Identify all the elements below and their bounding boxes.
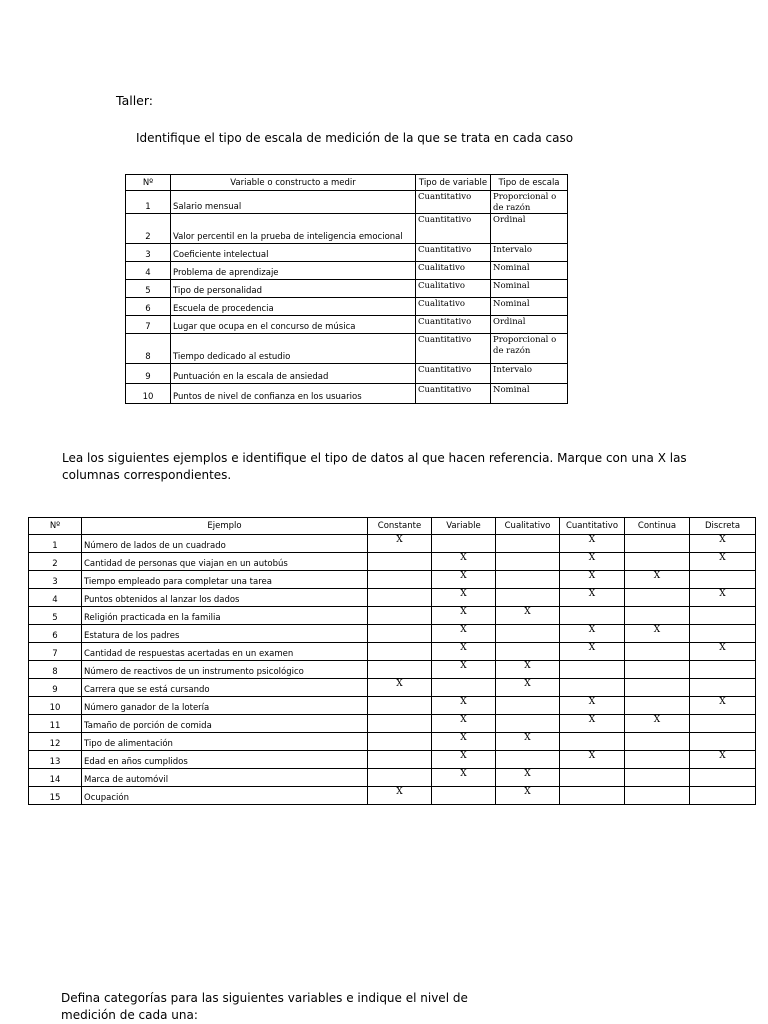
- variable-cell: Problema de aprendizaje: [171, 262, 416, 280]
- variable-type-cell: Cuantitativo: [416, 364, 491, 384]
- quantitative-mark: [560, 661, 625, 679]
- row-number: 7: [126, 316, 171, 334]
- row-number: 5: [126, 280, 171, 298]
- continuous-mark: [625, 733, 690, 751]
- data-type-row: [29, 679, 756, 697]
- scale-table-row: [126, 244, 568, 262]
- row-number: 8: [29, 661, 82, 679]
- example-cell: Tamaño de porción de comida: [82, 715, 368, 733]
- qualitative-mark: [496, 553, 560, 571]
- variable-cell: Lugar que ocupa en el concurso de música: [171, 316, 416, 334]
- continuous-mark: [625, 607, 690, 625]
- example-cell: Número de lados de un cuadrado: [82, 535, 368, 553]
- section2-instruction: Lea los siguientes ejemplos e identifique el tipo de datos al que hacen referencia. Marque con una X las columnas correspondientes.: [62, 451, 687, 482]
- data-type-row: [29, 625, 756, 643]
- variable-type-cell: Cualitativo: [416, 298, 491, 316]
- row-number: 5: [29, 607, 82, 625]
- variable-type-cell: Cuantitativo: [416, 384, 491, 404]
- section3-instruction: Defina categorías para las siguientes variables e indique el nivel de medición de cada una:: [61, 991, 468, 1022]
- row-number: 2: [126, 214, 171, 244]
- scale-table-row: [126, 280, 568, 298]
- continuous-mark: X: [625, 715, 690, 733]
- quantitative-mark: [560, 679, 625, 697]
- variable-type-cell: Cuantitativo: [416, 316, 491, 334]
- scale-table-body: [126, 191, 568, 404]
- variable-type-cell: Cuantitativo: [416, 214, 491, 244]
- data-type-row: [29, 589, 756, 607]
- data-type-row: [29, 751, 756, 769]
- continuous-mark: [625, 679, 690, 697]
- scale-table-row: [126, 334, 568, 364]
- quantitative-mark: X: [560, 643, 625, 661]
- qualitative-mark: X: [496, 769, 560, 787]
- continuous-mark: [625, 751, 690, 769]
- row-number: 8: [126, 334, 171, 364]
- qualitative-mark: [496, 625, 560, 643]
- row-number: 6: [29, 625, 82, 643]
- example-cell: Número ganador de la lotería: [82, 697, 368, 715]
- discrete-mark: [690, 679, 756, 697]
- continuous-mark: [625, 661, 690, 679]
- constant-mark: [368, 607, 432, 625]
- discrete-mark: [690, 625, 756, 643]
- scale-table-header: [126, 175, 568, 191]
- header-discrete: Discreta: [690, 518, 756, 535]
- scale-table-row: [126, 214, 568, 244]
- section1-instruction: Identifique el tipo de escala de medición de la que se trata en cada caso: [136, 131, 574, 145]
- qualitative-mark: X: [496, 733, 560, 751]
- data-type-row: [29, 553, 756, 571]
- variable-type-cell: Cualitativo: [416, 262, 491, 280]
- data-type-row: [29, 733, 756, 751]
- data-type-row: [29, 787, 756, 805]
- variable-cell: Tipo de personalidad: [171, 280, 416, 298]
- example-cell: Estatura de los padres: [82, 625, 368, 643]
- header-number: Nº: [126, 175, 171, 191]
- qualitative-mark: [496, 571, 560, 589]
- example-cell: Tiempo empleado para completar una tarea: [82, 571, 368, 589]
- scale-table-row: [126, 191, 568, 214]
- continuous-mark: X: [625, 571, 690, 589]
- discrete-mark: X: [690, 535, 756, 553]
- data-type-row: [29, 535, 756, 553]
- discrete-mark: [690, 769, 756, 787]
- header-constant: Constante: [368, 518, 432, 535]
- continuous-mark: [625, 769, 690, 787]
- row-number: 3: [29, 571, 82, 589]
- scale-type-cell: Proporcional o de razón: [491, 334, 568, 364]
- qualitative-mark: [496, 535, 560, 553]
- quantitative-mark: X: [560, 535, 625, 553]
- discrete-mark: X: [690, 751, 756, 769]
- quantitative-mark: X: [560, 751, 625, 769]
- header-scale-type: Tipo de escala: [491, 175, 568, 191]
- continuous-mark: [625, 589, 690, 607]
- scale-type-cell: Nominal: [491, 262, 568, 280]
- scale-type-cell: Nominal: [491, 384, 568, 404]
- quantitative-mark: [560, 787, 625, 805]
- variable-mark: X: [432, 607, 496, 625]
- data-type-table: [28, 517, 756, 805]
- example-cell: Religión practicada en la familia: [82, 607, 368, 625]
- qualitative-mark: [496, 715, 560, 733]
- constant-mark: X: [368, 535, 432, 553]
- continuous-mark: [625, 553, 690, 571]
- continuous-mark: [625, 535, 690, 553]
- variable-mark: X: [432, 571, 496, 589]
- example-cell: Marca de automóvil: [82, 769, 368, 787]
- constant-mark: [368, 715, 432, 733]
- variable-mark: X: [432, 589, 496, 607]
- constant-mark: [368, 733, 432, 751]
- variable-cell: Coeficiente intelectual: [171, 244, 416, 262]
- qualitative-mark: X: [496, 607, 560, 625]
- row-number: 4: [126, 262, 171, 280]
- row-number: 10: [126, 384, 171, 404]
- constant-mark: [368, 589, 432, 607]
- qualitative-mark: [496, 589, 560, 607]
- quantitative-mark: X: [560, 697, 625, 715]
- constant-mark: [368, 625, 432, 643]
- example-cell: Ocupación: [82, 787, 368, 805]
- row-number: 3: [126, 244, 171, 262]
- variable-mark: [432, 787, 496, 805]
- data-type-row: [29, 715, 756, 733]
- constant-mark: X: [368, 679, 432, 697]
- header-variable: Variable: [432, 518, 496, 535]
- row-number: 4: [29, 589, 82, 607]
- data-type-row: [29, 769, 756, 787]
- variable-cell: Puntos de nivel de confianza en los usuarios: [171, 384, 416, 404]
- quantitative-mark: X: [560, 715, 625, 733]
- variable-cell: Valor percentil en la prueba de inteligencia emocional: [171, 214, 416, 244]
- variable-type-cell: Cuantitativo: [416, 244, 491, 262]
- example-cell: Cantidad de respuestas acertadas en un examen: [82, 643, 368, 661]
- variable-cell: Escuela de procedencia: [171, 298, 416, 316]
- discrete-mark: [690, 715, 756, 733]
- constant-mark: [368, 697, 432, 715]
- constant-mark: [368, 643, 432, 661]
- constant-mark: [368, 553, 432, 571]
- scale-table-row: [126, 364, 568, 384]
- data-type-row: [29, 661, 756, 679]
- variable-mark: X: [432, 769, 496, 787]
- example-cell: Edad en años cumplidos: [82, 751, 368, 769]
- header-example: Ejemplo: [82, 518, 368, 535]
- scale-type-cell: Ordinal: [491, 214, 568, 244]
- row-number: 10: [29, 697, 82, 715]
- discrete-mark: X: [690, 589, 756, 607]
- variable-cell: Puntuación en la escala de ansiedad: [171, 364, 416, 384]
- quantitative-mark: X: [560, 553, 625, 571]
- scale-table-row: [126, 316, 568, 334]
- qualitative-mark: [496, 643, 560, 661]
- data-type-table-header: [29, 518, 756, 535]
- quantitative-mark: X: [560, 625, 625, 643]
- row-number: 9: [29, 679, 82, 697]
- discrete-mark: X: [690, 697, 756, 715]
- constant-mark: [368, 571, 432, 589]
- discrete-mark: X: [690, 643, 756, 661]
- data-type-row: [29, 643, 756, 661]
- scale-table: [125, 174, 568, 404]
- continuous-mark: [625, 643, 690, 661]
- example-cell: Cantidad de personas que viajan en un autobús: [82, 553, 368, 571]
- qualitative-mark: [496, 697, 560, 715]
- variable-mark: X: [432, 661, 496, 679]
- quantitative-mark: [560, 733, 625, 751]
- row-number: 6: [126, 298, 171, 316]
- scale-table-row: [126, 262, 568, 280]
- variable-mark: X: [432, 751, 496, 769]
- continuous-mark: [625, 697, 690, 715]
- row-number: 2: [29, 553, 82, 571]
- example-cell: Tipo de alimentación: [82, 733, 368, 751]
- qualitative-mark: X: [496, 679, 560, 697]
- row-number: 7: [29, 643, 82, 661]
- scale-type-cell: Nominal: [491, 280, 568, 298]
- data-type-row: [29, 571, 756, 589]
- header-variable-type: Tipo de variable: [416, 175, 491, 191]
- data-type-row: [29, 697, 756, 715]
- constant-mark: X: [368, 787, 432, 805]
- example-cell: Número de reactivos de un instrumento psicológico: [82, 661, 368, 679]
- row-number: 15: [29, 787, 82, 805]
- constant-mark: [368, 769, 432, 787]
- data-type-row: [29, 607, 756, 625]
- data-type-table-body: [29, 535, 756, 805]
- scale-table-row: [126, 384, 568, 404]
- scale-type-cell: Proporcional o de razón: [491, 191, 568, 214]
- variable-mark: [432, 535, 496, 553]
- continuous-mark: [625, 787, 690, 805]
- header-variable: Variable o constructo a medir: [171, 175, 416, 191]
- constant-mark: [368, 751, 432, 769]
- discrete-mark: [690, 787, 756, 805]
- row-number: 9: [126, 364, 171, 384]
- scale-table-row: [126, 298, 568, 316]
- quantitative-mark: [560, 607, 625, 625]
- variable-mark: [432, 679, 496, 697]
- discrete-mark: [690, 571, 756, 589]
- row-number: 11: [29, 715, 82, 733]
- page-title: Taller:: [116, 93, 153, 108]
- row-number: 13: [29, 751, 82, 769]
- variable-mark: X: [432, 625, 496, 643]
- variable-mark: X: [432, 643, 496, 661]
- row-number: 1: [29, 535, 82, 553]
- discrete-mark: [690, 607, 756, 625]
- variable-mark: X: [432, 697, 496, 715]
- variable-mark: X: [432, 715, 496, 733]
- header-number: Nº: [29, 518, 82, 535]
- qualitative-mark: X: [496, 661, 560, 679]
- qualitative-mark: X: [496, 787, 560, 805]
- variable-type-cell: Cuantitativo: [416, 191, 491, 214]
- discrete-mark: X: [690, 553, 756, 571]
- qualitative-mark: [496, 751, 560, 769]
- scale-type-cell: Intervalo: [491, 244, 568, 262]
- variable-mark: X: [432, 733, 496, 751]
- row-number: 14: [29, 769, 82, 787]
- header-quantitative: Cuantitativo: [560, 518, 625, 535]
- variable-mark: X: [432, 553, 496, 571]
- continuous-mark: X: [625, 625, 690, 643]
- variable-cell: Tiempo dedicado al estudio: [171, 334, 416, 364]
- variable-type-cell: Cualitativo: [416, 280, 491, 298]
- variable-cell: Salario mensual: [171, 191, 416, 214]
- quantitative-mark: X: [560, 571, 625, 589]
- discrete-mark: [690, 733, 756, 751]
- scale-type-cell: Nominal: [491, 298, 568, 316]
- quantitative-mark: X: [560, 589, 625, 607]
- row-number: 12: [29, 733, 82, 751]
- variable-type-cell: Cuantitativo: [416, 334, 491, 364]
- header-qualitative: Cualitativo: [496, 518, 560, 535]
- example-cell: Puntos obtenidos al lanzar los dados: [82, 589, 368, 607]
- example-cell: Carrera que se está cursando: [82, 679, 368, 697]
- quantitative-mark: [560, 769, 625, 787]
- scale-type-cell: Intervalo: [491, 364, 568, 384]
- discrete-mark: [690, 661, 756, 679]
- scale-type-cell: Ordinal: [491, 316, 568, 334]
- row-number: 1: [126, 191, 171, 214]
- constant-mark: [368, 661, 432, 679]
- header-continuous: Continua: [625, 518, 690, 535]
